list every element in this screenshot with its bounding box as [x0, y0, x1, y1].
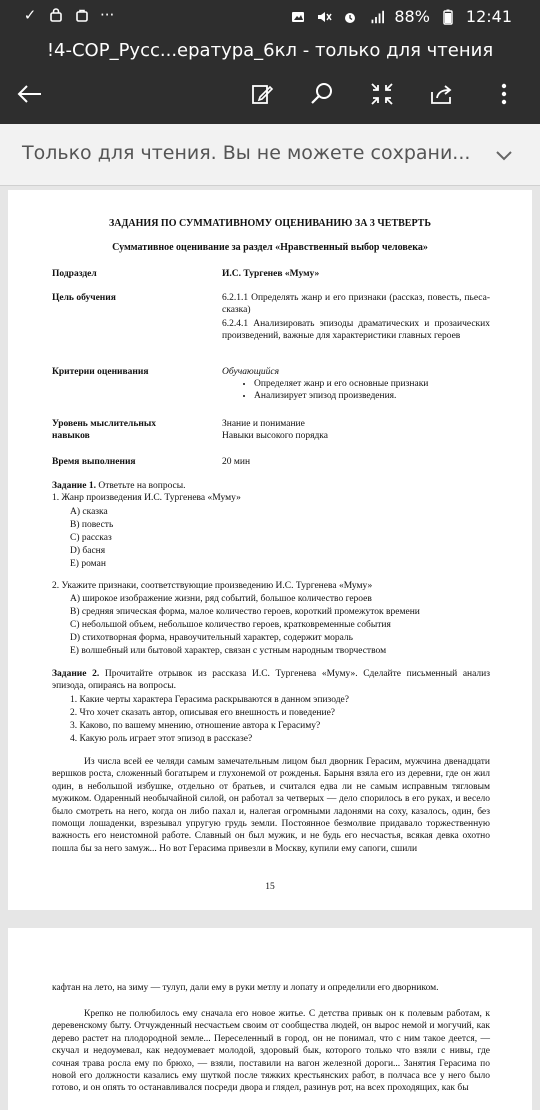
- task2-question-3: 3. Каково, по вашему мнению, отношение автора к Герасиму?: [70, 721, 321, 731]
- task2-question-1: 1. Какие черты характера Герасима раскрываются в данном эпизоде?: [70, 695, 349, 705]
- q1-option-a: A) сказка: [70, 507, 108, 517]
- mute-icon: [316, 9, 332, 25]
- share-icon: [429, 82, 455, 106]
- task1-title-rest: Ответьте на вопросы.: [95, 481, 186, 491]
- q1-option-e: E) роман: [70, 559, 106, 569]
- alarm-icon: [342, 9, 358, 25]
- subsection-value: И.С. Тургенев «Муму»: [222, 269, 320, 279]
- page2-paragraph-1: кафтан на лето, на зиму — тулуп, дали ему в руки метлу и лопату и определили его дворником.: [52, 983, 439, 993]
- level-label-line-1: Уровень мыслительных: [52, 419, 156, 429]
- status-left-icons: [22, 6, 114, 24]
- q1-option-b: B) повесть: [70, 520, 114, 530]
- image-icon: [290, 9, 306, 25]
- q2-option-a: A) широкое изображение жизни, ряд событий, большое количество героев: [70, 594, 372, 604]
- time-value: 20 мин: [222, 457, 251, 467]
- page-number: 15: [265, 882, 275, 892]
- task1-question-1: 1. Жанр произведения И.С. Тургенева «Муму»: [52, 493, 241, 503]
- search-icon: [310, 82, 334, 106]
- q2-option-e: E) волшебный или бытовой характер, связан с устным народным творчеством: [70, 646, 387, 656]
- collapse-arrows-icon: [370, 82, 394, 106]
- bag-icon: [74, 7, 90, 23]
- battery-percent: 88%: [394, 7, 430, 26]
- status-right-icons: [290, 7, 512, 26]
- toolbar: [0, 74, 540, 118]
- task1-question-2: 2. Укажите признаки, соответствующие произведению И.С. Тургенева «Муму»: [52, 581, 373, 591]
- page2-paragraph-2: Крепко не полюбилось ему сначала его новое житье. С детства привык он к полевым работам, к деревенскому быту. Отчужденный несчастьем своим от сообщества людей, он вырос немой и могучий, как дерево растет на плодородной земле... Переселенный в город, он не понимал, что с ним такое деется, — скучал и недоумевал, как недоумевает молодой, здоровый бык, которого только что взяли с нивы, где сочная трава росла ему по брюхо, — взяли, поставили на вагон железной дороги... Занятия Герасима по новой его должности казались ему шуткой после тяжких крестьянских работ, в полчаса все у него было готово, и он опять то останавливался посреди двора и глядел, разинув рот, на всех проходящих, как бы: [52, 1009, 490, 1094]
- q2-option-d: D) стихотворная форма, нравоучительный характер, содержит мораль: [70, 633, 353, 643]
- document-heading: ЗАДАНИЯ ПО СУММАТИВНОМУ ОЦЕНИВАНИЮ ЗА 3 ЧЕТВЕРТЬ: [109, 218, 431, 229]
- document-page-2: [8, 928, 532, 1110]
- battery-icon: [440, 9, 456, 25]
- goal-value-1: 6.2.1.1 Определять жанр и его признаки (рассказ, повесть, пьеса-сказка): [222, 293, 490, 315]
- task2-title-rest: Прочитайте отрывок из рассказа И.С. Тургенева «Муму». Сделайте письменный анализ эпизода, опираясь на вопросы.: [52, 669, 490, 692]
- fit-screen-button[interactable]: [362, 74, 402, 114]
- edit-button[interactable]: [242, 74, 282, 114]
- criteria-item: • Анализирует эпизод произведения.: [254, 390, 490, 402]
- q1-option-c: C) рассказ: [70, 533, 112, 543]
- back-arrow-icon: [17, 84, 43, 104]
- document-title: !4-СОР_Русс...ература_6кл - только для чтения: [46, 40, 494, 61]
- task2-question-2: 2. Что хочет сказать автор, описывая его внешность и поведение?: [70, 708, 336, 718]
- criteria-value: [222, 366, 490, 402]
- lock-bag-icon: [48, 7, 64, 23]
- excerpt-paragraph: Из числа всей ее челяди самым замечательным лицом был дворник Герасим, мужчина двенадцати вершков роста, сложенный богатырем и глухонемой от рожденья. Барыня взяла его из деревни, где он жил один, в небольшой избушке, отдельно от братьев, и считался едва ли не самым исправным тягловым мужиком. Одаренный необычайной силой, он работал за четверых — дело спорилось в его руках, и весело было смотреть на него, когда он либо пахал и, налегая огромными ладонями на соху, казалось, один, без помощи лошаденки, взрезывал упругую грудь земли. Постоянное безмолвие придавало торжественную важность его неистомной работе. Славный он был мужик, и не будь его несчастья, всякая девка охотно пошла бы за него замуж... Но вот Герасима привезли в Москву, купили ему сапоги, сшили: [52, 757, 490, 854]
- level-label-line-2: навыков: [52, 431, 90, 441]
- q2-option-c: C) небольшой объем, небольшое количество героев, кратковременные события: [70, 620, 391, 630]
- level-value-1: Знание и понимание: [222, 419, 305, 429]
- status-bar: [0, 0, 540, 34]
- readonly-banner[interactable]: [0, 124, 540, 186]
- clock-time: 12:41: [465, 7, 512, 26]
- readonly-banner-text: Только для чтения. Вы не можете сохрани...: [22, 142, 471, 164]
- share-button[interactable]: [422, 74, 462, 114]
- goal-label: Цель обучения: [52, 293, 116, 303]
- q2-option-b: B) средняя эпическая форма, малое количество героев, короткий промежуток времени: [70, 607, 420, 617]
- task2-title-bold: Задание 2.: [52, 669, 100, 679]
- level-label: [52, 418, 156, 442]
- back-button[interactable]: [10, 74, 50, 114]
- q1-option-d: D) басня: [70, 546, 106, 556]
- document-page-1: [8, 190, 532, 910]
- goal-value-2: 6.2.4.1 Анализировать эпизоды драматических и прозаических произведений, важные для характеристики главных героев: [222, 319, 490, 341]
- level-value: [222, 418, 490, 442]
- more-options-button[interactable]: [484, 74, 524, 114]
- document-subheading: Суммативное оценивание за раздел «Нравственный выбор человека»: [112, 242, 428, 253]
- more-notifications-icon: ···: [100, 6, 115, 24]
- criteria-intro: Обучающийся: [222, 367, 280, 377]
- time-label: Время выполнения: [52, 457, 136, 467]
- app-header: [0, 34, 540, 124]
- task1-title: [52, 480, 186, 492]
- level-value-2: Навыки высокого порядка: [222, 431, 328, 441]
- criteria-label: Критерии оценивания: [52, 367, 149, 377]
- subsection-label: Подраздел: [52, 269, 97, 279]
- task2-question-4: 4. Какую роль играет этот эпизод в рассказе?: [70, 734, 253, 744]
- more-vertical-icon: [501, 83, 507, 105]
- task2-title: [52, 668, 490, 693]
- criteria-item: • Определяет жанр и его основные признаки: [254, 378, 490, 390]
- task1-title-bold: Задание 1.: [52, 481, 96, 491]
- chevron-down-icon[interactable]: [492, 144, 516, 168]
- criteria-list: [254, 378, 490, 402]
- check-icon: ✓: [23, 6, 37, 24]
- signal-icon: [368, 9, 384, 25]
- search-button[interactable]: [302, 74, 342, 114]
- edit-pen-icon: [250, 82, 274, 106]
